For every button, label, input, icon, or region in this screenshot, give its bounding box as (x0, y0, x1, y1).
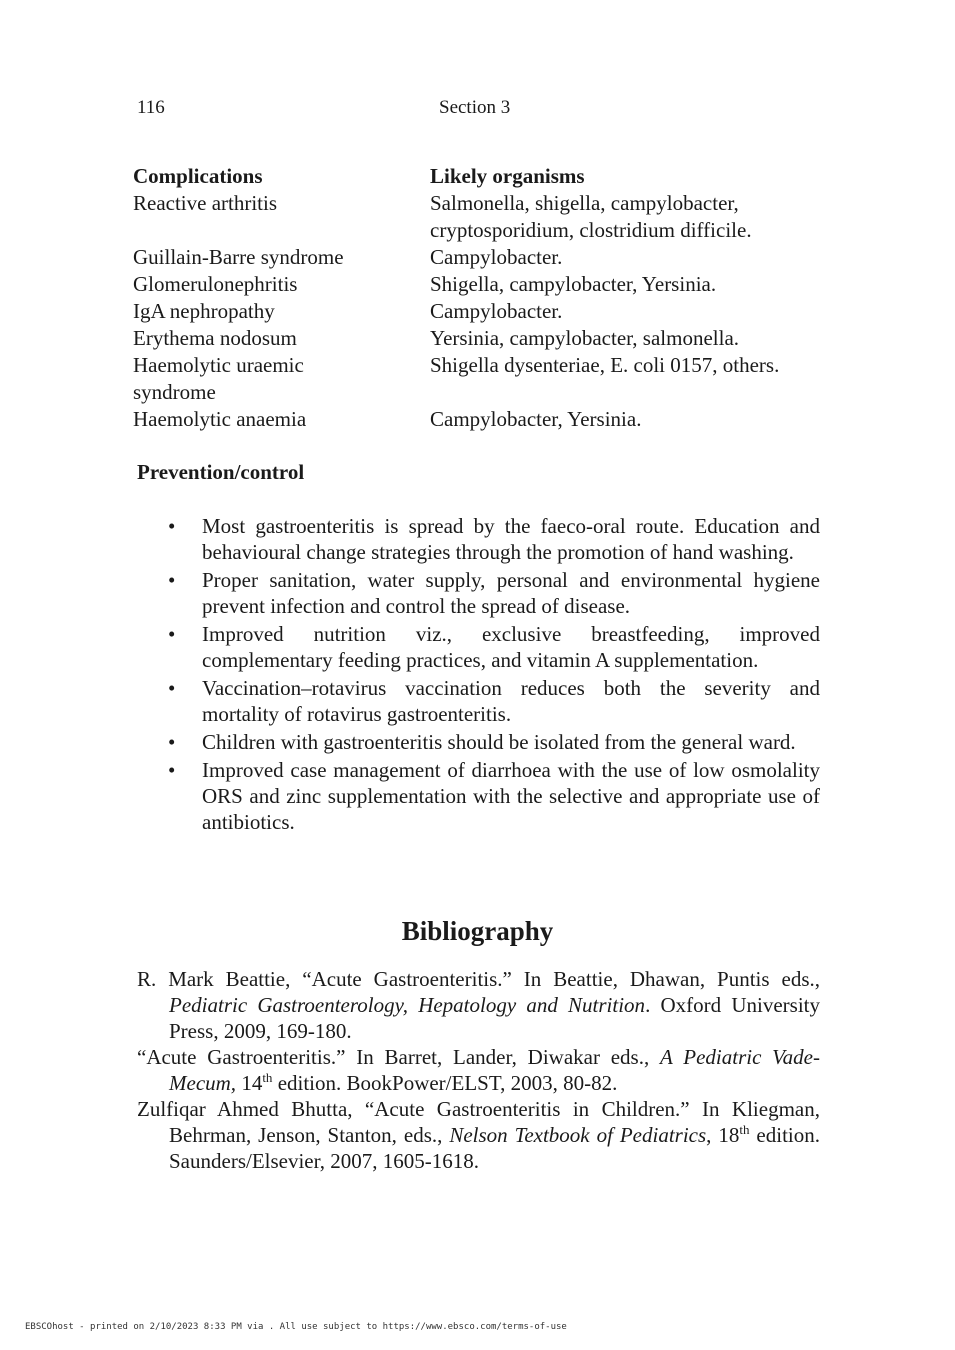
entry-text: . Oxford University Press, 2009, 169-180. (169, 993, 820, 1043)
bibliography-entry (137, 1096, 820, 1174)
bullet-icon: • (168, 730, 176, 754)
page-number: 116 (137, 97, 165, 118)
entry-text: “Acute Gastroenteritis.” In Barret, Lander, Diwakar eds., (137, 1045, 661, 1069)
entry-title: Pediatric Gastroenterology, Hepatology and Nutrition (169, 993, 646, 1017)
table-row (133, 352, 833, 406)
list-item-text: Most gastroenteritis is spread by the faeco-oral route. Education and behavioural change strategies through the promotion of hand washing. (202, 514, 820, 564)
table-row (133, 298, 833, 325)
organisms-cell: Shigella dysenteriae, E. coli 0157, others. (430, 353, 780, 377)
organisms-cell: Salmonella, shigella, campylobacter, cryptosporidium, clostridium difficile. (430, 191, 752, 242)
list-item-text: Improved nutrition viz., exclusive breastfeeding, improved complementary feeding practices, and vitamin A supplementation. (202, 622, 820, 672)
complication-cell: IgA nephropathy (133, 299, 275, 323)
bibliography-heading: Bibliography (401, 916, 554, 946)
bibliography-list (137, 966, 820, 1174)
list-item (160, 675, 820, 727)
list-item (160, 729, 820, 755)
list-item (160, 757, 820, 835)
entry-text: 14 (236, 1071, 263, 1095)
entry-text: , 18 (706, 1123, 740, 1147)
entry-text: R. Mark Beattie, “Acute Gastroenteritis.” In Beattie, Dhawan, Puntis eds., (137, 967, 820, 991)
entry-text: edition. Saunders/Elsevier, 2007, 1605-1618. (169, 1123, 820, 1173)
table-header-row (133, 163, 833, 190)
list-item (160, 567, 820, 619)
column-header-organisms: Likely organisms (430, 164, 585, 188)
list-item-text: Children with gastroenteritis should be isolated from the general ward. (202, 730, 796, 754)
bullet-icon: • (168, 622, 176, 646)
table-row (133, 406, 833, 433)
entry-text: Zulfiqar Ahmed Bhutta, “Acute Gastroenteritis in Children.” In Kliegman, Behrman, Jenson, Stanton, eds., (137, 1097, 820, 1147)
table-row (133, 244, 833, 271)
edition-superscript: th (739, 1122, 750, 1137)
organisms-cell: Campylobacter, Yersinia. (430, 407, 642, 431)
prevention-list (160, 513, 820, 837)
bibliography-entry (137, 1044, 820, 1096)
bullet-icon: • (168, 676, 176, 700)
organisms-cell: Yersinia, campylobacter, salmonella. (430, 326, 740, 350)
entry-title: Nelson Textbook of Pediatrics (449, 1123, 707, 1147)
list-item-text: Improved case management of diarrhoea with the use of low osmolality ORS and zinc supplementation with the selective and appropriate use of antibiotics. (202, 758, 820, 834)
running-header-section: Section 3 (439, 97, 511, 118)
list-item-text: Vaccination–rotavirus vaccination reduces both the severity and mortality of rotavirus gastroenteritis. (202, 676, 820, 726)
prevention-heading: Prevention/control (137, 460, 305, 484)
column-header-complications: Complications (133, 164, 263, 188)
complication-cell: Guillain-Barre syndrome (133, 245, 344, 269)
bibliography-entry (137, 966, 820, 1044)
entry-title: A Pediatric Vade-Mecum, (169, 1045, 820, 1095)
list-item (160, 621, 820, 673)
complication-cell: Reactive arthritis (133, 191, 278, 215)
complication-cell: Haemolytic uraemic syndrome (133, 353, 304, 404)
complication-cell: Erythema nodosum (133, 326, 297, 350)
print-footer: EBSCOhost - printed on 2/10/2023 8:33 PM via . All use subject to https://www.ebsco.com/terms-of-use (25, 1322, 567, 1332)
table-row (133, 325, 833, 352)
table-row (133, 190, 833, 244)
table-row (133, 271, 833, 298)
list-item (160, 513, 820, 565)
complication-cell: Glomerulonephritis (133, 272, 298, 296)
entry-text: edition. BookPower/ELST, 2003, 80-82. (272, 1071, 618, 1095)
organisms-cell: Campylobacter. (430, 245, 563, 269)
list-item-text: Proper sanitation, water supply, personal and environmental hygiene prevent infection and control the spread of disease. (202, 568, 820, 618)
edition-superscript: th (262, 1070, 273, 1085)
organisms-cell: Campylobacter. (430, 299, 563, 323)
bullet-icon: • (168, 568, 176, 592)
organisms-cell: Shigella, campylobacter, Yersinia. (430, 272, 717, 296)
complication-cell: Haemolytic anaemia (133, 407, 307, 431)
complications-table (133, 163, 833, 433)
bullet-icon: • (168, 514, 176, 538)
bullet-icon: • (168, 758, 176, 782)
